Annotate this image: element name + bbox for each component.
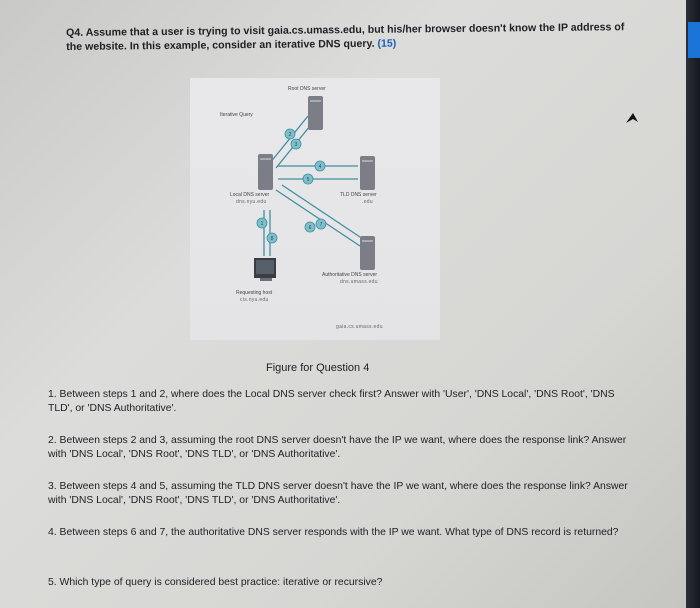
question-item-5: 5. Which type of query is considered best practice: iterative or recursive? — [48, 577, 383, 588]
step-label-1: 1 — [260, 221, 264, 227]
target-domain: gaia.cs.umass.edu — [336, 324, 383, 330]
question-item-2: 2. Between steps 2 and 3, assuming the root DNS server doesn't have the IP we want, where does the response link? Answer with 'DNS Local', 'DNS Root', 'DNS TLD', or 'DNS Authoritative'. — [48, 435, 627, 460]
host-domain: cis.nyu.edu — [240, 297, 269, 303]
question-item-1: 1. Between steps 1 and 2, where does the Local DNS server check first? Answer with 'User', 'DNS Local', 'DNS Root', 'DNS TLD', or 'DNS Authoritative'. — [48, 389, 615, 414]
question-number: Q4. — [66, 26, 84, 39]
step-label-4: 4 — [318, 164, 322, 170]
tld-server-label: TLD DNS server — [340, 192, 377, 198]
question-text: Assume that a user is trying to visit gaia.cs.umass.edu, but his/her browser doesn't know the IP address of the website. In this example, consider an iterative DNS query. — [66, 21, 625, 53]
question-title — [66, 20, 626, 54]
step-label-6: 6 — [308, 225, 312, 231]
host-computer-icon — [254, 258, 276, 281]
arrow-local-root — [270, 116, 308, 163]
auth-server-icon — [360, 236, 375, 270]
step-label-3: 3 — [294, 142, 298, 148]
tld-server-icon — [360, 156, 375, 190]
dns-figure — [190, 78, 440, 340]
step-label-7: 7 — [319, 222, 323, 228]
auth-server-domain: dns.umass.edu — [340, 279, 378, 285]
question-item-4: 4. Between steps 6 and 7, the authoritative DNS server responds with the IP we want. What type of DNS record is returned? — [48, 527, 619, 538]
figure-caption: Figure for Question 4 — [266, 362, 370, 374]
host-label: Requesting host — [236, 290, 273, 296]
tld-server-sub: .edu — [362, 199, 373, 205]
step-label-5: 5 — [306, 177, 310, 183]
auth-server-label: Authoritative DNS server — [322, 272, 378, 278]
local-server-label: Local DNS server — [230, 192, 270, 198]
window-tab — [688, 22, 700, 58]
question-points: (15) — [377, 37, 397, 50]
screen-edge — [686, 0, 700, 608]
iterative-query-label: Iterative Query — [220, 112, 253, 118]
arrow-local-auth-a — [276, 190, 360, 246]
question-item-3: 3. Between steps 4 and 5, assuming the TLD DNS server doesn't have the IP we want, where does the response link? Answer with 'DNS Local', 'DNS Root', 'DNS TLD', or 'DNS Authoritative'. — [48, 481, 628, 506]
mouse-cursor-icon — [624, 110, 640, 126]
root-server-icon — [308, 96, 323, 130]
local-server-icon — [258, 154, 273, 190]
root-server-label: Root DNS server — [288, 86, 326, 92]
step-label-2: 2 — [288, 132, 292, 138]
local-server-domain: dns.nyu.edu — [236, 199, 267, 205]
step-label-8: 8 — [270, 236, 274, 242]
